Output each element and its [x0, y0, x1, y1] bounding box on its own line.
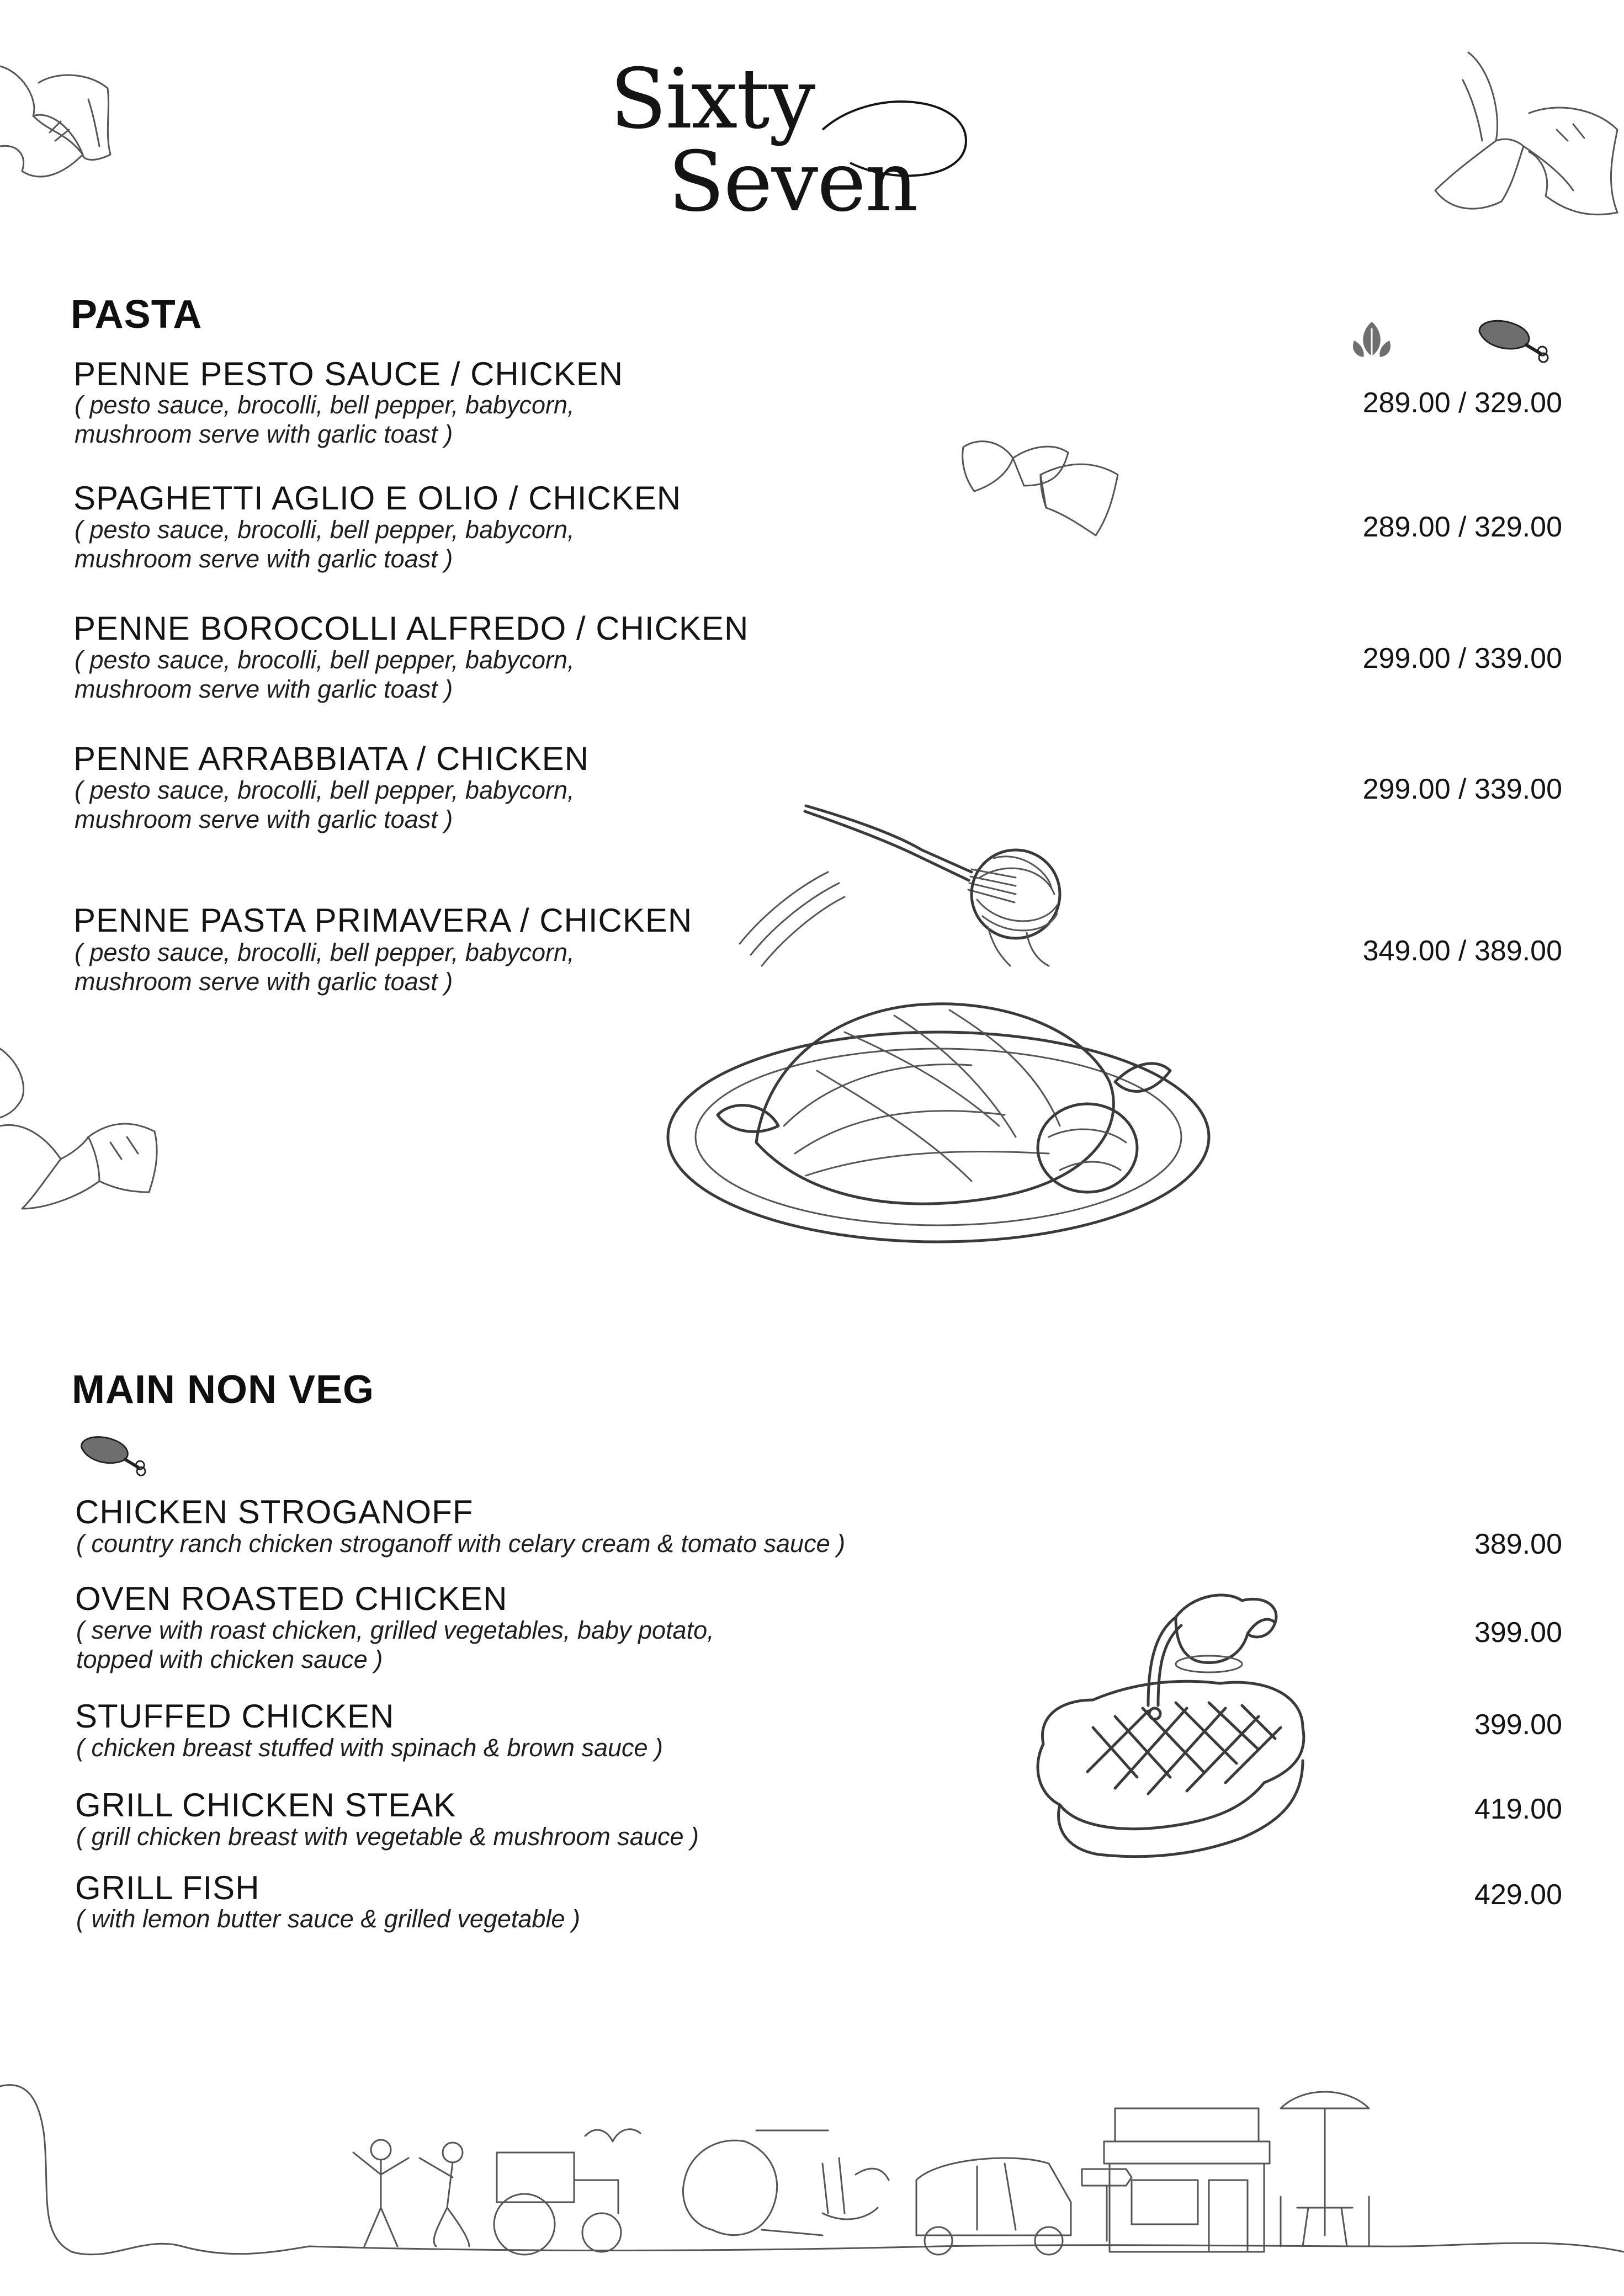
- pasta-item-name: SPAGHETTI AGLIO E OLIO / CHICKEN: [73, 480, 682, 517]
- main-item-name: GRILL CHICKEN STEAK: [75, 1787, 457, 1824]
- umbrella-table-illustration: [1281, 2092, 1369, 2246]
- pasta-item-desc: mushroom serve with garlic toast ): [75, 545, 453, 573]
- main-item-desc: topped with chicken sauce ): [76, 1645, 383, 1673]
- farfalle-illustration-top-right: [1430, 47, 1624, 229]
- main-item-name: GRILL FISH: [75, 1869, 260, 1906]
- brand-line-1: Sixty: [610, 51, 815, 147]
- main-item-desc: ( country ranch chicken stroganoff with celary cream & tomato sauce ): [76, 1529, 846, 1558]
- pasta-item-name: PENNE PESTO SAUCE / CHICKEN: [73, 355, 624, 392]
- farfalle-illustration-top-left: [0, 50, 127, 193]
- main-item-name: OVEN ROASTED CHICKEN: [75, 1580, 508, 1617]
- pasta-item-desc: mushroom serve with garlic toast ): [75, 675, 453, 703]
- main-item-price: 399.00: [1474, 1709, 1562, 1741]
- pasta-item-desc: ( pesto sauce, brocolli, bell pepper, babycorn,: [75, 391, 575, 419]
- pasta-item-name: PENNE BOROCOLLI ALFREDO / CHICKEN: [73, 610, 749, 647]
- pasta-plate-illustration: [662, 795, 1220, 1264]
- steak-illustration: [1010, 1573, 1352, 1893]
- main-item-price: 389.00: [1474, 1528, 1562, 1560]
- main-item-desc: ( with lemon butter sauce & grilled vegetable ): [76, 1905, 580, 1933]
- main-item-desc: ( serve with roast chicken, grilled vegetables, baby potato,: [76, 1616, 714, 1644]
- pasta-item-price: 289.00 / 329.00: [1362, 511, 1562, 543]
- main-item-desc: ( chicken breast stuffed with spinach & brown sauce ): [76, 1734, 664, 1762]
- pasta-item-name: PENNE ARRABBIATA / CHICKEN: [73, 740, 589, 777]
- main-item-name: STUFFED CHICKEN: [75, 1698, 395, 1735]
- main-item-name: CHICKEN STROGANOFF: [75, 1494, 474, 1530]
- pasta-item-desc: ( pesto sauce, brocolli, bell pepper, babycorn,: [75, 938, 575, 966]
- pasta-item-desc: mushroom serve with garlic toast ): [75, 968, 453, 996]
- pasta-item-name: PENNE PASTA PRIMAVERA / CHICKEN: [73, 902, 693, 939]
- logo-flourish: [585, 52, 1005, 262]
- brand-line-2: Seven: [668, 134, 917, 230]
- pasta-item-desc: mushroom serve with garlic toast ): [75, 420, 453, 448]
- main-item-price: 429.00: [1474, 1879, 1562, 1911]
- veg-leaf-icon: [1339, 317, 1405, 362]
- tractor-illustration: [494, 2152, 621, 2255]
- dancers-illustration: [353, 2140, 469, 2246]
- farfalle-illustration-small: [958, 425, 1123, 546]
- section-title-main-non-veg: MAIN NON VEG: [72, 1368, 375, 1412]
- pasta-item-desc: ( pesto sauce, brocolli, bell pepper, babycorn,: [75, 646, 575, 674]
- brand-logo: [585, 52, 1005, 262]
- pasta-item-desc: ( pesto sauce, brocolli, bell pepper, babycorn,: [75, 776, 575, 804]
- pasta-item-price: 299.00 / 339.00: [1362, 773, 1562, 805]
- chicken-leg-icon: [76, 1429, 153, 1479]
- chicken-leg-icon: [1474, 315, 1557, 364]
- pasta-item-price: 349.00 / 389.00: [1362, 935, 1562, 967]
- pasta-item-price: 289.00 / 329.00: [1362, 387, 1562, 419]
- pasta-item-desc: mushroom serve with garlic toast ): [75, 805, 453, 833]
- farfalle-illustration-left: [0, 1043, 166, 1220]
- main-item-price: 399.00: [1474, 1617, 1562, 1649]
- pasta-item-price: 299.00 / 339.00: [1362, 642, 1562, 674]
- auto-rickshaw-illustration: [916, 2158, 1071, 2255]
- section-title-pasta: PASTA: [71, 293, 203, 337]
- main-item-desc: ( grill chicken breast with vegetable & mushroom sauce ): [76, 1822, 699, 1851]
- footer-punjab-skyline-illustration: [0, 2070, 1624, 2296]
- pasta-item-desc: ( pesto sauce, brocolli, bell pepper, babycorn,: [75, 515, 575, 544]
- main-item-price: 419.00: [1474, 1793, 1562, 1825]
